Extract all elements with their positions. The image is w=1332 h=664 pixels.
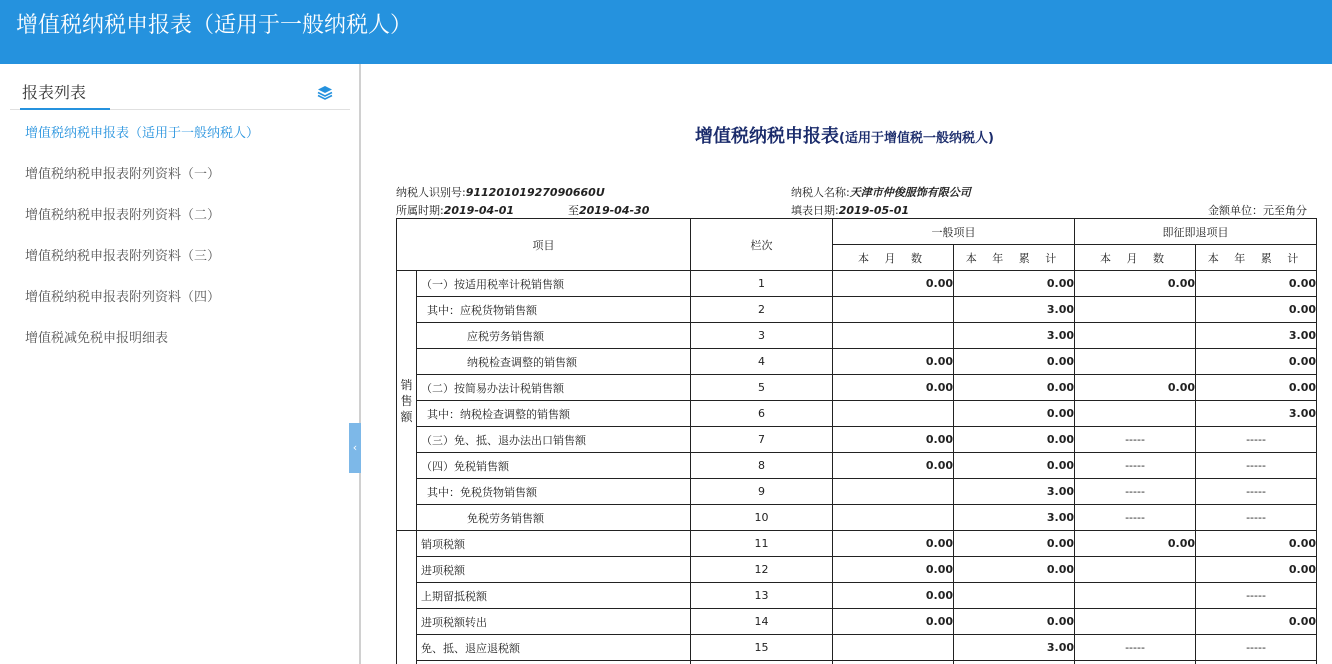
row-column-number: 6: [691, 401, 833, 427]
row-item: 销项税额: [417, 531, 691, 557]
tax-group-label: [397, 531, 417, 664]
amount-unit: 金额单位：元至角分: [1208, 204, 1307, 217]
row-item: 其中：纳税检查调整的销售额: [417, 401, 691, 427]
header-year-2: 本 年 累 计: [1196, 245, 1317, 271]
immediate-year-value: 0.00: [1196, 297, 1317, 323]
immediate-year-value: -----: [1196, 635, 1317, 661]
sales-group-label: 销售额: [397, 271, 417, 531]
row-item: 上期留抵税额: [417, 583, 691, 609]
immediate-year-value: 0.00: [1196, 557, 1317, 583]
immediate-month-value: -----: [1075, 427, 1196, 453]
immediate-month-value: -----: [1075, 479, 1196, 505]
general-year-value: [954, 661, 1075, 664]
row-column-number: 8: [691, 453, 833, 479]
row-item: 其中：免税货物销售额: [417, 479, 691, 505]
table-row: [397, 297, 1317, 323]
row-item: 进项税额转出: [417, 609, 691, 635]
header-year: 本 年 累 计: [954, 245, 1075, 271]
row-item: 应税劳务销售额: [417, 323, 691, 349]
general-month-value: [833, 401, 954, 427]
report-title-main: 增值税纳税申报表: [695, 126, 839, 147]
general-month-value: [833, 505, 954, 531]
general-month-value: 0.00: [833, 531, 954, 557]
general-year-value: 3.00: [954, 635, 1075, 661]
general-month-value: [833, 661, 954, 664]
general-year-value: 0.00: [954, 427, 1075, 453]
general-year-value: 3.00: [954, 505, 1075, 531]
general-year-value: 0.00: [954, 531, 1075, 557]
table-body: [397, 271, 1317, 664]
header-month: 本 月 数: [833, 245, 954, 271]
immediate-month-value: [1075, 323, 1196, 349]
row-column-number: 10: [691, 505, 833, 531]
general-year-value: 0.00: [954, 271, 1075, 297]
immediate-year-value: -----: [1196, 479, 1317, 505]
row-column-number: 14: [691, 609, 833, 635]
table-row: [397, 557, 1317, 583]
report-viewer: [363, 66, 1332, 664]
report-subtitle: (适用于增值税一般纳税人): [839, 131, 994, 146]
general-year-value: 0.00: [954, 375, 1075, 401]
sidebar-item[interactable]: 增值税纳税申报表附列资料（四）: [25, 290, 221, 305]
immediate-year-value: 0.00: [1196, 271, 1317, 297]
general-month-value: 0.00: [833, 583, 954, 609]
header-immediate: 即征即退项目: [1075, 219, 1317, 245]
row-item: （二）按简易办法计税销售额: [417, 375, 691, 401]
row-column-number: 15: [691, 635, 833, 661]
immediate-year-value: -----: [1196, 453, 1317, 479]
row-column-number: 9: [691, 479, 833, 505]
immediate-month-value: [1075, 609, 1196, 635]
immediate-month-value: [1075, 401, 1196, 427]
taxpayer-id: 纳税人识别号:91120101927090660U: [396, 186, 605, 199]
chevron-left-icon: ‹: [352, 441, 358, 454]
general-month-value: 0.00: [833, 375, 954, 401]
table-row: [397, 349, 1317, 375]
general-year-value: 0.00: [954, 453, 1075, 479]
table-row: [397, 583, 1317, 609]
row-column-number: 11: [691, 531, 833, 557]
table-row: [397, 323, 1317, 349]
row-column-number: 12: [691, 557, 833, 583]
general-year-value: 0.00: [954, 401, 1075, 427]
general-year-value: 3.00: [954, 323, 1075, 349]
general-month-value: 0.00: [833, 609, 954, 635]
period-to: 至2019-04-30: [568, 204, 650, 217]
immediate-month-value: [1075, 297, 1196, 323]
header-general: 一般项目: [833, 219, 1075, 245]
sidebar-title: 报表列表: [22, 83, 87, 102]
sidebar-title-underline: [20, 108, 110, 110]
report-list: [0, 122, 359, 368]
collapse-sidebar-button[interactable]: [349, 423, 361, 473]
table-row: [397, 531, 1317, 557]
table-row: [397, 427, 1317, 453]
page-title: 增值税纳税申报表（适用于一般纳税人）: [16, 13, 413, 38]
report-title: [695, 122, 994, 148]
sidebar-item[interactable]: 增值税纳税申报表（适用于一般纳税人）: [25, 126, 260, 141]
general-year-value: 0.00: [954, 349, 1075, 375]
immediate-month-value: -----: [1075, 453, 1196, 479]
row-column-number: 2: [691, 297, 833, 323]
immediate-month-value: 0.00: [1075, 271, 1196, 297]
app-header: [0, 0, 1332, 64]
layers-icon[interactable]: [316, 84, 334, 102]
sidebar: [0, 64, 361, 664]
immediate-year-value: 0.00: [1196, 531, 1317, 557]
immediate-month-value: -----: [1075, 635, 1196, 661]
vat-return-table: [396, 218, 1317, 664]
row-column-number: 4: [691, 349, 833, 375]
row-item: 纳税检查调整的销售额: [417, 349, 691, 375]
immediate-month-value: -----: [1075, 505, 1196, 531]
immediate-year-value: 0.00: [1196, 609, 1317, 635]
general-month-value: 0.00: [833, 453, 954, 479]
immediate-month-value: [1075, 583, 1196, 609]
taxpayer-name: 纳税人名称:天津市仲俊服饰有限公司: [791, 186, 971, 199]
row-item: 免税劳务销售额: [417, 505, 691, 531]
immediate-month-value: [1075, 661, 1196, 664]
general-month-value: 0.00: [833, 349, 954, 375]
general-month-value: 0.00: [833, 557, 954, 583]
row-column-number: 3: [691, 323, 833, 349]
header-month-2: 本 月 数: [1075, 245, 1196, 271]
immediate-year-value: 3.00: [1196, 401, 1317, 427]
row-item: 进项税额: [417, 557, 691, 583]
row-item: 免、抵、退应退税额: [417, 635, 691, 661]
table-row: [397, 635, 1317, 661]
sidebar-item[interactable]: 增值税纳税申报表附列资料（二）: [25, 208, 221, 223]
row-item: 其中：应税货物销售额: [417, 297, 691, 323]
row-item: （四）免税销售额: [417, 453, 691, 479]
row-column-number: [691, 661, 833, 664]
immediate-year-value: 3.00: [1196, 323, 1317, 349]
general-month-value: [833, 297, 954, 323]
table-row: [397, 479, 1317, 505]
general-year-value: 0.00: [954, 609, 1075, 635]
row-column-number: 7: [691, 427, 833, 453]
immediate-year-value: [1196, 661, 1317, 664]
immediate-month-value: 0.00: [1075, 531, 1196, 557]
general-year-value: 3.00: [954, 297, 1075, 323]
general-month-value: 0.00: [833, 427, 954, 453]
row-column-number: 5: [691, 375, 833, 401]
immediate-month-value: 0.00: [1075, 375, 1196, 401]
table-row: [397, 375, 1317, 401]
table-row: [397, 661, 1317, 664]
immediate-year-value: 0.00: [1196, 349, 1317, 375]
fill-date: 填表日期:2019-05-01: [791, 204, 910, 217]
sidebar-item[interactable]: 增值税纳税申报表附列资料（一）: [25, 167, 221, 182]
header-column: 栏次: [691, 219, 833, 271]
table-row: [397, 453, 1317, 479]
general-month-value: [833, 323, 954, 349]
sidebar-item[interactable]: 增值税减免税申报明细表: [25, 331, 169, 346]
period-from: 所属时期:2019-04-01: [396, 204, 515, 217]
immediate-month-value: [1075, 557, 1196, 583]
general-month-value: [833, 479, 954, 505]
immediate-month-value: [1075, 349, 1196, 375]
general-year-value: 0.00: [954, 557, 1075, 583]
row-column-number: 13: [691, 583, 833, 609]
sidebar-item[interactable]: 增值税纳税申报表附列资料（三）: [25, 249, 221, 264]
table-row: [397, 609, 1317, 635]
table-row: [397, 271, 1317, 297]
row-item: （一）按适用税率计税销售额: [417, 271, 691, 297]
sidebar-header: [10, 78, 350, 110]
immediate-year-value: -----: [1196, 583, 1317, 609]
immediate-year-value: -----: [1196, 427, 1317, 453]
general-month-value: [833, 635, 954, 661]
general-year-value: 3.00: [954, 479, 1075, 505]
row-item: [417, 661, 691, 664]
row-column-number: 1: [691, 271, 833, 297]
header-item: 项目: [397, 219, 691, 271]
table-row: [397, 505, 1317, 531]
immediate-year-value: 0.00: [1196, 375, 1317, 401]
table-row: [397, 401, 1317, 427]
general-month-value: 0.00: [833, 271, 954, 297]
row-item: （三）免、抵、退办法出口销售额: [417, 427, 691, 453]
immediate-year-value: -----: [1196, 505, 1317, 531]
general-year-value: [954, 583, 1075, 609]
